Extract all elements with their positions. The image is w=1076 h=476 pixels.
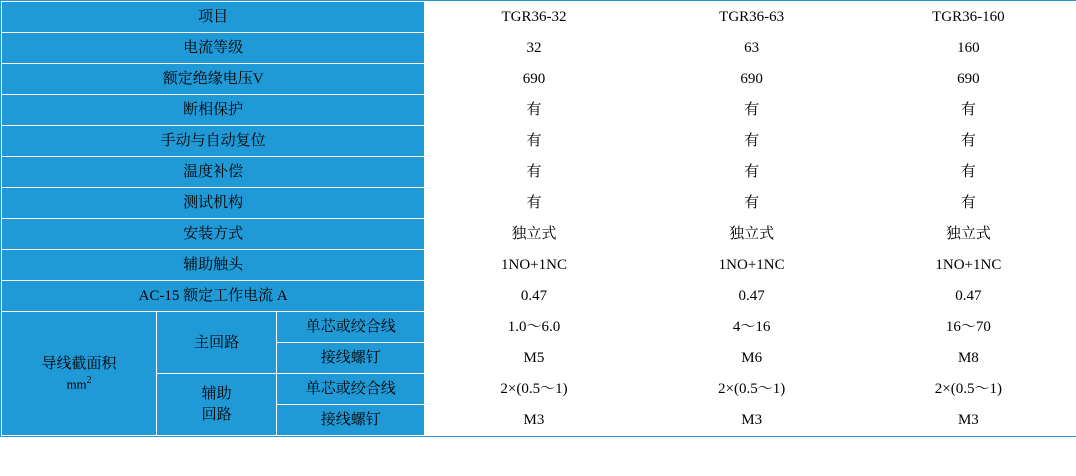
cell-value: 有 — [860, 126, 1076, 157]
wire-subrow-label: 接线螺钉 — [277, 405, 425, 436]
specification-table — [1, 1, 1076, 436]
table-row — [2, 250, 1076, 281]
row-label: 安装方式 — [2, 219, 425, 250]
cell-value: M6 — [643, 343, 860, 374]
cell-value: 独立式 — [643, 219, 860, 250]
cell-value: 16～70 — [860, 312, 1076, 343]
wire-subrow-label: 单芯或绞合线 — [277, 374, 425, 405]
table-row — [2, 281, 1076, 312]
wire-group-label-aux-circuit — [157, 374, 277, 436]
cell-value: 1NO+1NC — [860, 250, 1076, 281]
wire-section-label — [2, 312, 157, 436]
row-label: 额定绝缘电压V — [2, 64, 425, 95]
row-label: 断相保护 — [2, 95, 425, 126]
wire-group-label-aux-line1: 辅助 — [201, 386, 232, 403]
table-row — [2, 95, 1076, 126]
wire-section-label-unit: $mm^2$ — [66, 375, 92, 392]
cell-value: 独立式 — [425, 219, 643, 250]
cell-value: 1NO+1NC — [425, 250, 643, 281]
cell-value: 有 — [860, 157, 1076, 188]
wire-subrow-label: 单芯或绞合线 — [277, 312, 425, 343]
row-label: 辅助触头 — [2, 250, 425, 281]
cell-value: 有 — [643, 188, 860, 219]
cell-value: M3 — [860, 405, 1076, 436]
row-label: 电流等级 — [2, 33, 425, 64]
wire-subrow-label: 接线螺钉 — [277, 343, 425, 374]
cell-value: 有 — [643, 157, 860, 188]
table-row — [2, 157, 1076, 188]
row-label: AC-15 额定工作电流 A — [2, 281, 425, 312]
cell-value: 0.47 — [425, 281, 643, 312]
wire-group-label-main-circuit: 主回路 — [157, 312, 277, 374]
cell-value: M5 — [425, 343, 643, 374]
cell-value: 0.47 — [860, 281, 1076, 312]
wire-section-label-main: 导线截面积 — [41, 355, 117, 372]
table-row — [2, 33, 1076, 64]
cell-value: 1.0～6.0 — [425, 312, 643, 343]
cell-value: M8 — [860, 343, 1076, 374]
model-header-1: TGR36-32 — [425, 2, 643, 33]
wire-group-label-aux-line2: 回路 — [201, 406, 232, 423]
cell-value: 2×(0.5～1) — [860, 374, 1076, 405]
table-row — [2, 126, 1076, 157]
cell-value: 有 — [425, 157, 643, 188]
cell-value: 有 — [860, 188, 1076, 219]
cell-value: 有 — [643, 95, 860, 126]
cell-value: 独立式 — [860, 219, 1076, 250]
row-header-title: 项目 — [2, 2, 425, 33]
cell-value: 32 — [425, 33, 643, 64]
cell-value: 690 — [425, 64, 643, 95]
table-row — [2, 64, 1076, 95]
cell-value: 有 — [643, 126, 860, 157]
table-row — [2, 2, 1076, 33]
cell-value: 0.47 — [643, 281, 860, 312]
cell-value: 2×(0.5～1) — [425, 374, 643, 405]
cell-value: 160 — [860, 33, 1076, 64]
row-label: 测试机构 — [2, 188, 425, 219]
table-row — [2, 188, 1076, 219]
model-header-3: TGR36-160 — [860, 2, 1076, 33]
cell-value: M3 — [425, 405, 643, 436]
cell-value: 有 — [425, 95, 643, 126]
cell-value: 有 — [860, 95, 1076, 126]
cell-value: 1NO+1NC — [643, 250, 860, 281]
cell-value: 2×(0.5～1) — [643, 374, 860, 405]
row-label: 温度补偿 — [2, 157, 425, 188]
cell-value: 690 — [643, 64, 860, 95]
table-row — [2, 312, 1076, 343]
row-label: 手动与自动复位 — [2, 126, 425, 157]
model-header-2: TGR36-63 — [643, 2, 860, 33]
cell-value: 63 — [643, 33, 860, 64]
cell-value: 有 — [425, 188, 643, 219]
table-row — [2, 219, 1076, 250]
cell-value: M3 — [643, 405, 860, 436]
cell-value: 4～16 — [643, 312, 860, 343]
cell-value: 690 — [860, 64, 1076, 95]
table-row — [2, 374, 1076, 405]
cell-value: 有 — [425, 126, 643, 157]
